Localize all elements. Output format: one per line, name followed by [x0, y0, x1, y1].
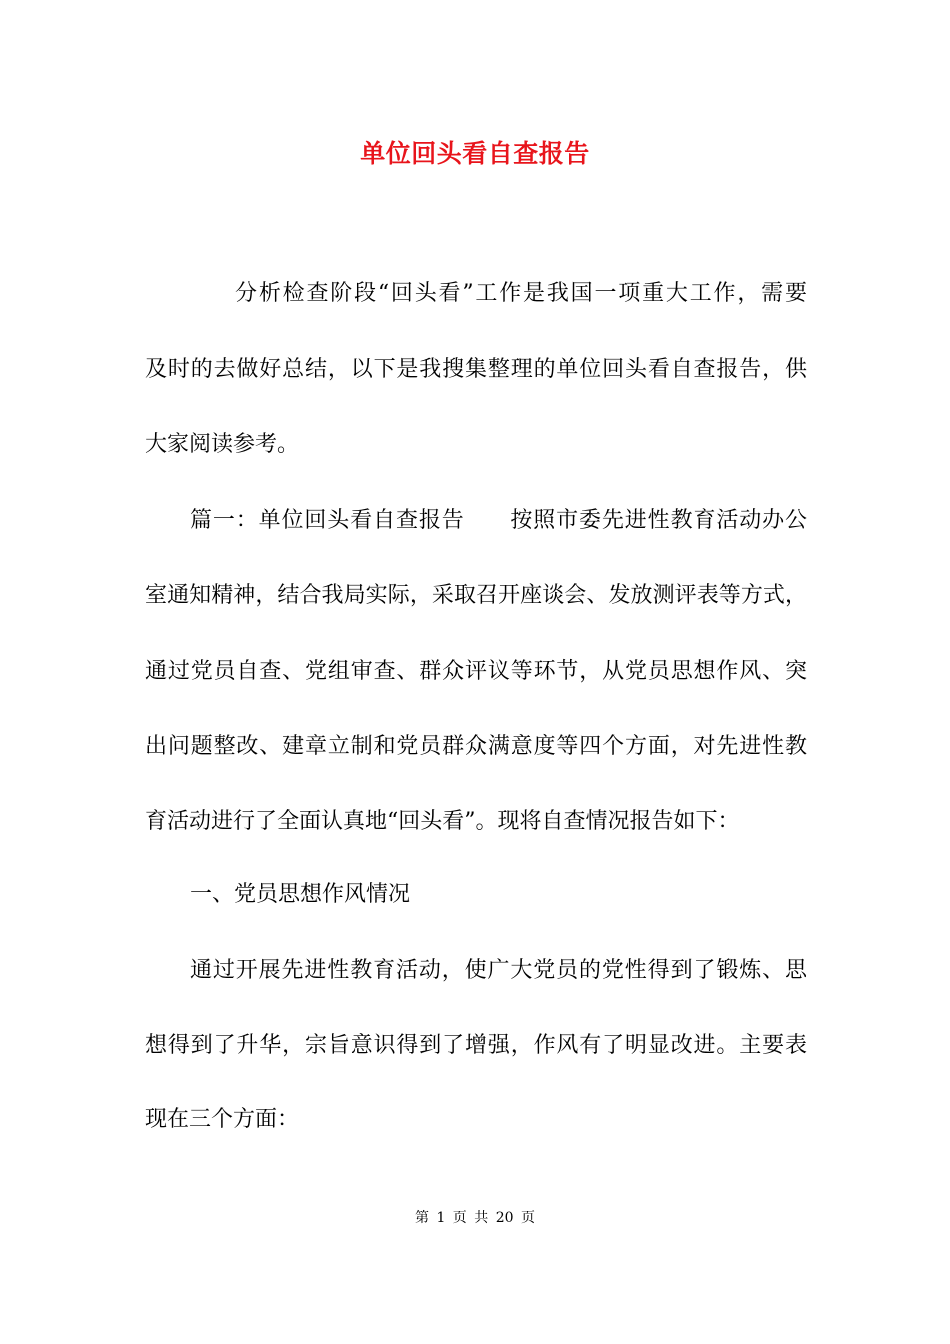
paragraph-line: 通过开展先进性教育活动，使广大党员的党性得到了锻炼、思: [190, 958, 807, 983]
paragraph-line: 及时的去做好总结，以下是我搜集整理的单位回头看自查报告，供: [145, 357, 807, 382]
paragraph-line: 现在三个方面：: [145, 1107, 300, 1132]
page-number-footer: 第 1 页 共 20 页: [415, 1210, 535, 1226]
document-title: 单位回头看自查报告: [360, 139, 590, 168]
section-heading: 一、党员思想作风情况: [190, 882, 411, 907]
paragraph-line: 通过党员自查、党组审查、群众评议等环节，从党员思想作风、突: [145, 659, 807, 684]
paragraph-line: 大家阅读参考。: [145, 432, 300, 457]
paragraph-line: 想得到了升华，宗旨意识得到了增强，作风有了明显改进。主要表: [145, 1033, 807, 1058]
paragraph-line: 篇一：单位回头看自查报告 按照市委先进性教育活动办公: [190, 508, 807, 533]
paragraph-line: 育活动进行了全面认真地“回头看”。现将自查情况报告如下：: [145, 809, 740, 834]
paragraph-line: 室通知精神，结合我局实际，采取召开座谈会、发放测评表等方式，: [145, 583, 807, 608]
paragraph-line: 出问题整改、建章立制和党员群众满意度等四个方面，对先进性教: [145, 734, 807, 759]
paragraph-line: 分析检查阶段“回头看”工作是我国一项重大工作，需要: [235, 281, 807, 306]
